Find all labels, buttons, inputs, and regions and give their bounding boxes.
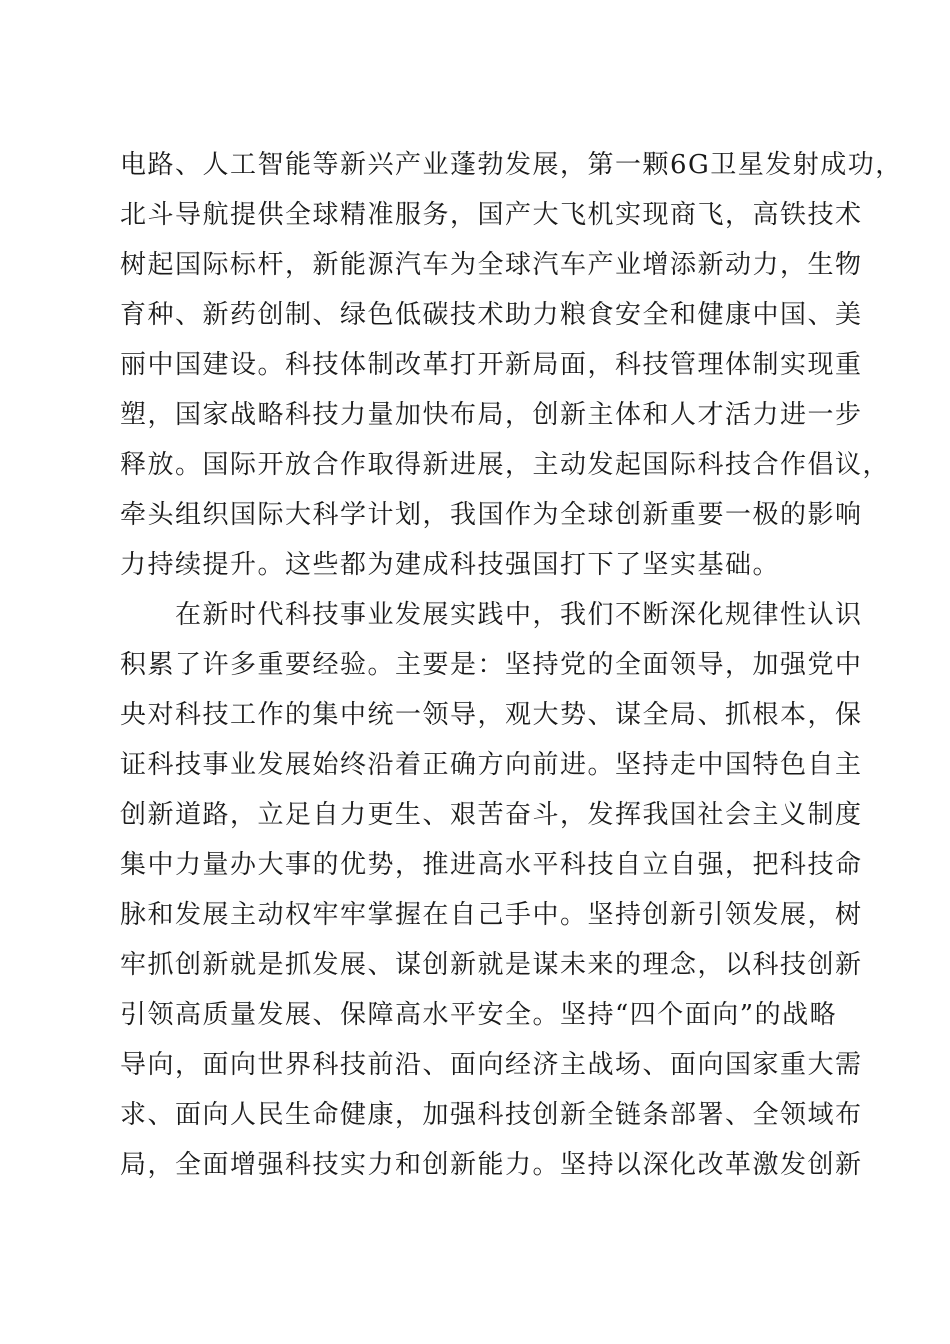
paragraph-line: 育种、新药创制、绿色低碳技术助力粮食安全和健康中国、美 <box>120 300 863 330</box>
paragraph-line: 求、面向人民生命健康，加强科技创新全链条部署、全领域布 <box>120 1100 863 1130</box>
paragraph-line: 脉和发展主动权牢牢掌握在自己手中。坚持创新引领发展，树 <box>120 900 863 930</box>
paragraph-line: 塑，国家战略科技力量加快布局，创新主体和人才活力进一步 <box>120 400 863 430</box>
paragraph-line: 集中力量办大事的优势，推进高水平科技自立自强，把科技命 <box>120 850 863 880</box>
paragraph-line: 牵头组织国际大科学计划，我国作为全球创新重要一极的影响 <box>120 500 863 530</box>
paragraph-line: 电路、人工智能等新兴产业蓬勃发展，第一颗6G卫星发射成功， <box>120 150 903 180</box>
paragraph-line: 北斗导航提供全球精准服务，国产大飞机实现商飞，高铁技术 <box>120 200 863 230</box>
paragraph-line: 引领高质量发展、保障高水平安全。坚持“四个面向”的战略 <box>120 1000 838 1030</box>
document-body <box>120 140 903 1190</box>
paragraph-2 <box>120 590 863 1190</box>
paragraph-line: 局，全面增强科技实力和创新能力。坚持以深化改革激发创新 <box>120 1150 863 1180</box>
paragraph-line: 释放。国际开放合作取得新进展，主动发起国际科技合作倡议， <box>120 450 891 480</box>
paragraph-line: 创新道路，立足自力更生、艰苦奋斗，发挥我国社会主义制度 <box>120 800 863 830</box>
paragraph-line: 积累了许多重要经验。主要是：坚持党的全面领导，加强党中 <box>120 650 863 680</box>
paragraph-line: 树起国际标杆，新能源汽车为全球汽车产业增添新动力，生物 <box>120 250 863 280</box>
paragraph-line: 央对科技工作的集中统一领导，观大势、谋全局、抓根本，保 <box>120 700 863 730</box>
paragraph-line: 导向，面向世界科技前沿、面向经济主战场、面向国家重大需 <box>120 1050 863 1080</box>
paragraph-line: 力持续提升。这些都为建成科技强国打下了坚实基础。 <box>120 550 781 580</box>
paragraph-line: 丽中国建设。科技体制改革打开新局面，科技管理体制实现重 <box>120 350 863 380</box>
paragraph-1 <box>120 140 903 590</box>
paragraph-line: 证科技事业发展始终沿着正确方向前进。坚持走中国特色自主 <box>120 750 863 780</box>
paragraph-first-line: 在新时代科技事业发展实践中，我们不断深化规律性认识 <box>175 600 863 630</box>
paragraph-line: 牢抓创新就是抓发展、谋创新就是谋未来的理念，以科技创新 <box>120 950 863 980</box>
